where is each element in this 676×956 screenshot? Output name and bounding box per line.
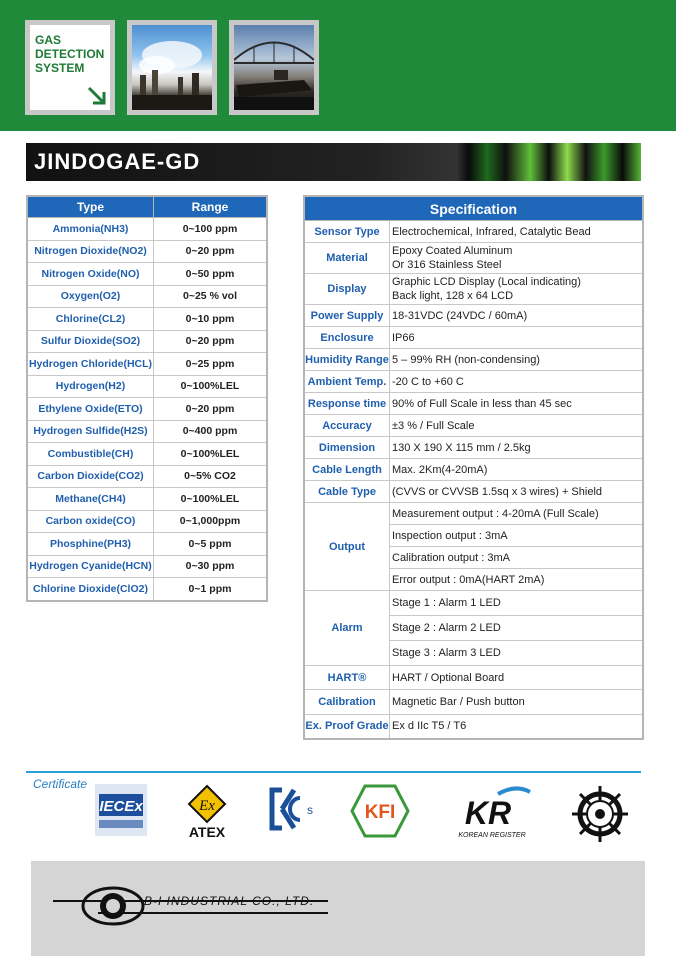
gas-range: 0~100%LEL: [154, 375, 268, 398]
spec-value: Error output : 0mA(HART 2mA): [390, 569, 644, 591]
gas-type: Nitrogen Oxide(NO): [27, 263, 154, 286]
gas-range: 0~5 ppm: [154, 533, 268, 556]
product-title-bar: [26, 143, 641, 181]
spec-label: Accuracy: [304, 415, 390, 437]
gas-range: 0~25 % vol: [154, 285, 268, 308]
table-row: [27, 578, 267, 601]
gas-range: 0~20 ppm: [154, 330, 268, 353]
product-title: JINDOGAE-GD: [34, 149, 201, 174]
footer: [31, 861, 645, 956]
kcs-logo: [268, 784, 316, 834]
spec-value: 18-31VDC (24VDC / 60mA): [390, 305, 644, 327]
spec-row-material: [304, 243, 643, 274]
spec-header: Specification: [304, 196, 643, 221]
tile-text: [35, 33, 104, 75]
gas-type: Ethylene Oxide(ETO): [27, 398, 154, 421]
spec-row-accuracy: [304, 415, 643, 437]
table-row: [27, 488, 267, 511]
kr-icon: [448, 784, 534, 840]
table-row: [27, 510, 267, 533]
spec-row-display: [304, 274, 643, 305]
gas-range: 0~20 ppm: [154, 398, 268, 421]
tile-text-line: SYSTEM: [35, 61, 85, 75]
spec-row-cable-length: [304, 459, 643, 481]
table-row: [27, 263, 267, 286]
iecex-logo: [95, 784, 147, 836]
spec-value: 5 – 99% RH (non-condensing): [390, 349, 644, 371]
gas-range-table: [26, 195, 268, 602]
spec-row-cable-type: [304, 481, 643, 503]
certificate-divider: [26, 771, 641, 773]
arrow-down-right-icon: [86, 85, 108, 107]
spec-value-line: Or 316 Stainless Steel: [392, 259, 502, 271]
gas-type: Sulfur Dioxide(SO2): [27, 330, 154, 353]
spec-label: Enclosure: [304, 327, 390, 349]
certificate-label: Certificate: [33, 777, 88, 791]
spec-label: Cable Type: [304, 481, 390, 503]
gas-range: 0~400 ppm: [154, 420, 268, 443]
kfi-logo: [350, 784, 410, 838]
spec-value: Ex d IIc T5 / T6: [390, 715, 644, 739]
gas-range: 0~1 ppm: [154, 578, 268, 601]
kr-subtext: KOREAN REGISTER: [458, 832, 526, 839]
atex-text: ATEX: [188, 824, 226, 840]
spec-value: 130 X 190 X 115 mm / 2.5kg: [390, 437, 644, 459]
table-row: [27, 330, 267, 353]
ship-bridge-photo: [229, 20, 319, 115]
spec-row-dimension: [304, 437, 643, 459]
company-name: B-I INDUSTRIAL CO., LTD.: [144, 894, 315, 908]
ship-wheel-icon: [570, 784, 630, 844]
gas-range: 0~100 ppm: [154, 218, 268, 241]
spec-label: Alarm: [304, 591, 390, 666]
kfi-icon: [350, 784, 410, 838]
table-row: [27, 353, 267, 376]
gas-type: Ammonia(NH3): [27, 218, 154, 241]
spec-value: Calibration output : 3mA: [390, 547, 644, 569]
iecex-text: IECEx: [99, 798, 143, 815]
spec-label: Response time: [304, 393, 390, 415]
table-row: [27, 240, 267, 263]
spec-row-output: [304, 503, 643, 525]
gas-range: 0~1,000ppm: [154, 510, 268, 533]
spec-value: 90% of Full Scale in less than 45 sec: [390, 393, 644, 415]
svg-text:s: s: [307, 803, 313, 817]
spec-row-humidity-range: [304, 349, 643, 371]
gas-range: 0~100%LEL: [154, 443, 268, 466]
gas-type: Chlorine Dioxide(ClO2): [27, 578, 154, 601]
spec-label: Dimension: [304, 437, 390, 459]
specification-table: [303, 195, 644, 740]
tile-text-line: GAS: [35, 33, 62, 47]
spec-header-row: [304, 196, 643, 221]
gas-range: 0~20 ppm: [154, 240, 268, 263]
spec-value: Stage 2 : Alarm 2 LED: [390, 616, 644, 641]
kr-text: KR: [464, 795, 512, 831]
spec-label: Ambient Temp.: [304, 371, 390, 393]
gas-range: 0~5% CO2: [154, 465, 268, 488]
table-header-row: [27, 196, 267, 218]
spec-value: (CVVS or CVVSB 1.5sq x 3 wires) + Shield: [390, 481, 644, 503]
gas-type: Hydrogen Cyanide(HCN): [27, 555, 154, 578]
table-row: [27, 375, 267, 398]
gas-type: Oxygen(O2): [27, 285, 154, 308]
table-row: [27, 555, 267, 578]
gas-type: Chlorine(CL2): [27, 308, 154, 331]
spec-value: ±3 % / Full Scale: [390, 415, 644, 437]
spec-label: Cable Length: [304, 459, 390, 481]
spec-value: -20 C to +60 C: [390, 371, 644, 393]
spec-value: Magnetic Bar / Push button: [390, 690, 644, 715]
table-row: [27, 533, 267, 556]
spec-row-hart: [304, 666, 643, 690]
iecex-icon: [95, 784, 147, 836]
spec-value: [390, 243, 644, 274]
spec-value: Electrochemical, Infrared, Catalytic Bead: [390, 221, 644, 243]
korean-register-logo: [448, 784, 534, 840]
spec-value-line: Graphic LCD Display (Local indicating): [392, 276, 581, 288]
spec-value: Inspection output : 3mA: [390, 525, 644, 547]
spec-row-sensor-type: [304, 221, 643, 243]
gas-type: Hydrogen(H2): [27, 375, 154, 398]
column-header-type: Type: [27, 196, 154, 218]
spec-value: [390, 274, 644, 305]
table-row: [27, 308, 267, 331]
industrial-smokestack-photo: [127, 20, 217, 115]
spec-label: Display: [304, 274, 390, 305]
column-header-range: Range: [154, 196, 268, 218]
spec-value-line: Epoxy Coated Aluminum: [392, 245, 513, 257]
atex-logo: [181, 784, 233, 840]
kfi-text: KFI: [364, 802, 396, 823]
spec-label: Output: [304, 503, 390, 591]
spec-label: HART®: [304, 666, 390, 690]
gas-type: Methane(CH4): [27, 488, 154, 511]
spec-row-power-supply: [304, 305, 643, 327]
spec-label: Power Supply: [304, 305, 390, 327]
spec-row-enclosure: [304, 327, 643, 349]
spec-row-ambient-temp: [304, 371, 643, 393]
spec-value: Stage 1 : Alarm 1 LED: [390, 591, 644, 616]
table-row: [27, 285, 267, 308]
spec-row-ex-proof-grade: [304, 715, 643, 739]
gas-range: 0~30 ppm: [154, 555, 268, 578]
gas-type: Nitrogen Dioxide(NO2): [27, 240, 154, 263]
spec-label: Calibration: [304, 690, 390, 715]
table-row: [27, 465, 267, 488]
gas-type: Combustible(CH): [27, 443, 154, 466]
gas-range: 0~10 ppm: [154, 308, 268, 331]
gas-type: Hydrogen Chloride(HCL): [27, 353, 154, 376]
gas-type: Carbon oxide(CO): [27, 510, 154, 533]
spec-row-response-time: [304, 393, 643, 415]
kcs-icon: [268, 784, 316, 834]
table-row: [27, 420, 267, 443]
spec-label: Sensor Type: [304, 221, 390, 243]
tile-text-line: DETECTION: [35, 47, 105, 61]
table-row: [27, 218, 267, 241]
spec-label: Ex. Proof Grade: [304, 715, 390, 739]
spec-row-alarm: [304, 591, 643, 616]
spec-label: Material: [304, 243, 390, 274]
atex-ex-text: Ex: [199, 798, 215, 814]
header-banner: [0, 0, 676, 131]
spec-value: HART / Optional Board: [390, 666, 644, 690]
spec-value: Stage 3 : Alarm 3 LED: [390, 641, 644, 666]
spec-row-calibration: [304, 690, 643, 715]
table-row: [27, 398, 267, 421]
spec-label: Humidity Range: [304, 349, 390, 371]
spec-value: Max. 2Km(4-20mA): [390, 459, 644, 481]
spec-value: IP66: [390, 327, 644, 349]
spec-value-line: Back light, 128 x 64 LCD: [392, 290, 514, 302]
gas-range: 0~100%LEL: [154, 488, 268, 511]
gas-range: 0~25 ppm: [154, 353, 268, 376]
atex-ex-icon: [181, 784, 233, 840]
gas-type: Phosphine(PH3): [27, 533, 154, 556]
gas-detection-tile: [25, 20, 115, 115]
gas-type: Hydrogen Sulfide(H2S): [27, 420, 154, 443]
table-row: [27, 443, 267, 466]
gas-range: 0~50 ppm: [154, 263, 268, 286]
ship-wheel-logo: [570, 784, 630, 844]
spec-value: Measurement output : 4-20mA (Full Scale): [390, 503, 644, 525]
gas-type: Carbon Dioxide(CO2): [27, 465, 154, 488]
